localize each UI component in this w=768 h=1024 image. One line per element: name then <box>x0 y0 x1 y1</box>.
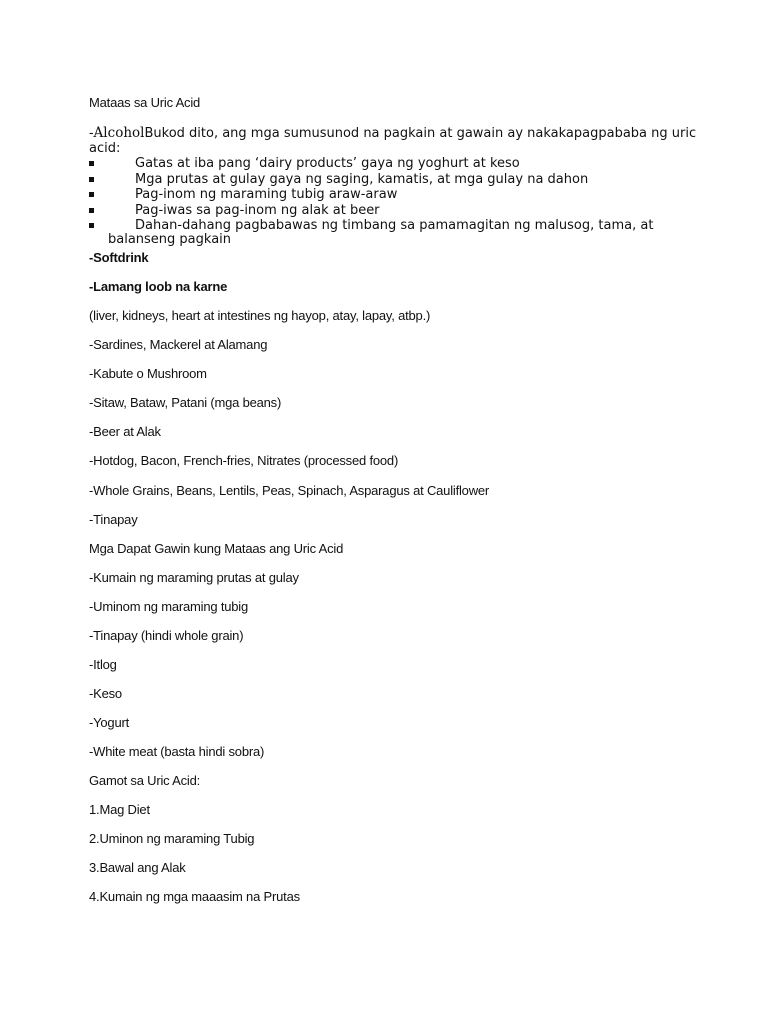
list-item-text: Dahan-dahang pagbabawas ng timbang sa pamamagitan ng malusog, tama, at <box>135 218 654 233</box>
text-line: -Keso <box>89 686 122 701</box>
numbered-item: 2.Uminon ng maraming Tubig <box>89 831 255 846</box>
text-line: -Beer at Alak <box>89 424 161 439</box>
bullet-continuation: balanseng pagkain <box>108 232 232 247</box>
list-item-text: Pag-iwas sa pag-inom ng alak at beer <box>135 202 380 218</box>
text-line: -Hotdog, Bacon, French-fries, Nitrates (processed food) <box>89 453 399 468</box>
text-line: -Kumain ng maraming prutas at gulay <box>89 570 299 585</box>
numbered-item: 1.Mag Diet <box>89 802 150 817</box>
bullet-icon <box>89 177 94 182</box>
section-heading: Mga Dapat Gawin kung Mataas ang Uric Acid <box>89 541 344 556</box>
section-heading: Gamot sa Uric Acid: <box>89 773 201 788</box>
list-item-text: Pag-inom ng maraming tubig araw-araw <box>135 187 398 202</box>
bullet-icon <box>89 223 94 228</box>
text-line: -Tinapay <box>89 512 138 527</box>
list-item <box>89 172 689 188</box>
numbered-item: 4.Kumain ng mga maaasim na Prutas <box>89 889 300 904</box>
list-item <box>89 187 689 203</box>
text-line: -Sitaw, Bataw, Patani (mga beans) <box>89 395 282 410</box>
bullet-icon <box>89 208 94 213</box>
bullet-list <box>89 156 689 234</box>
text-line: -Itlog <box>89 657 117 672</box>
text-line: -Yogurt <box>89 715 130 730</box>
intro-text-continuation: acid: <box>89 141 121 156</box>
text-line: -Sardines, Mackerel at Alamang <box>89 337 268 352</box>
list-item-text: Mga prutas at gulay gaya ng saging, kamatis, at mga gulay na dahon <box>135 171 589 187</box>
text-line: -Lamang loob na karne <box>89 279 228 294</box>
alcohol-label: -Alcohol <box>89 125 145 141</box>
bullet-icon <box>89 161 94 166</box>
text-line: -White meat (basta hindi sobra) <box>89 744 265 759</box>
text-line: -Uminom ng maraming tubig <box>89 599 249 614</box>
bullet-icon <box>89 192 94 197</box>
text-line: -Softdrink <box>89 250 149 265</box>
text-line: -Tinapay (hindi whole grain) <box>89 628 244 643</box>
intro-text: Bukod dito, ang mga sumusunod na pagkain at gawain ay nakakapagpababa ng uric <box>144 126 697 141</box>
list-item-text: Gatas at iba pang ‘dairy products’ gaya ng yoghurt at keso <box>135 156 520 171</box>
section-title: Mataas sa Uric Acid <box>89 95 201 110</box>
alcohol-intro-line <box>89 124 696 142</box>
text-line: -Kabute o Mushroom <box>89 366 207 381</box>
text-line: -Whole Grains, Beans, Lentils, Peas, Spinach, Asparagus at Cauliflower <box>89 483 490 498</box>
list-item <box>89 203 689 219</box>
list-item <box>89 156 689 172</box>
numbered-item: 3.Bawal ang Alak <box>89 860 186 875</box>
text-line: (liver, kidneys, heart at intestines ng hayop, atay, lapay, atbp.) <box>89 308 431 323</box>
